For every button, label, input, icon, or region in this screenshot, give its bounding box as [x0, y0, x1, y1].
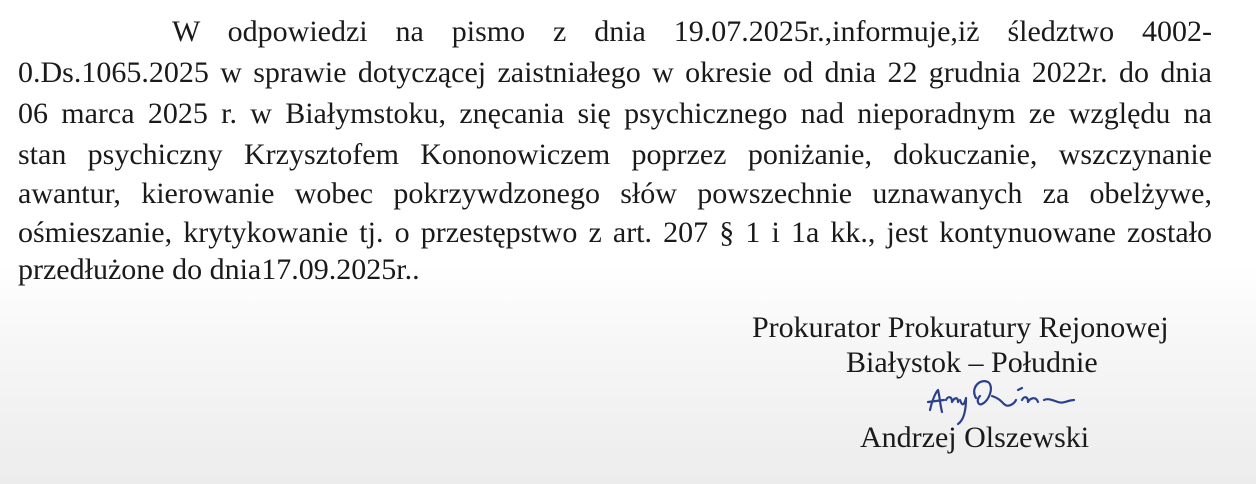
letter-line-4: stan psychiczny Krzysztofem Kononowiczem poprzez poniżanie, dokuczanie, wszczynanie [18, 138, 1212, 171]
letter-line-3: 06 marca 2025 r. w Białymstoku, znęcania się psychicznego nad nieporadnym ze względu na [18, 97, 1212, 130]
letter-line-5: awantur, kierowanie wobec pokrzywdzonego słów powszechnie uznawanych za obelżywe, [18, 177, 1212, 210]
letter-line-1: W odpowiedzi na pismo z dnia 19.07.2025r.,informuje,iż śledztwo 4002- [172, 15, 1212, 48]
signatory-title: Prokurator Prokuratury Rejonowej [752, 311, 1169, 344]
letter-line-7: przedłużone do dnia17.09.2025r.. [18, 253, 420, 286]
letter-line-6: ośmieszanie, krytykowanie tj. o przestępstwo z art. 207 § 1 i 1a kk., jest kontynuowane zostało [18, 216, 1212, 249]
letter-line-2: 0.Ds.1065.2025 w sprawie dotyczącej zaistniałego w okresie od dnia 22 grudnia 2022r. do dnia [18, 56, 1212, 89]
signatory-name: Andrzej Olszewski [860, 421, 1090, 454]
signatory-office: Białystok – Południe [846, 346, 1098, 379]
